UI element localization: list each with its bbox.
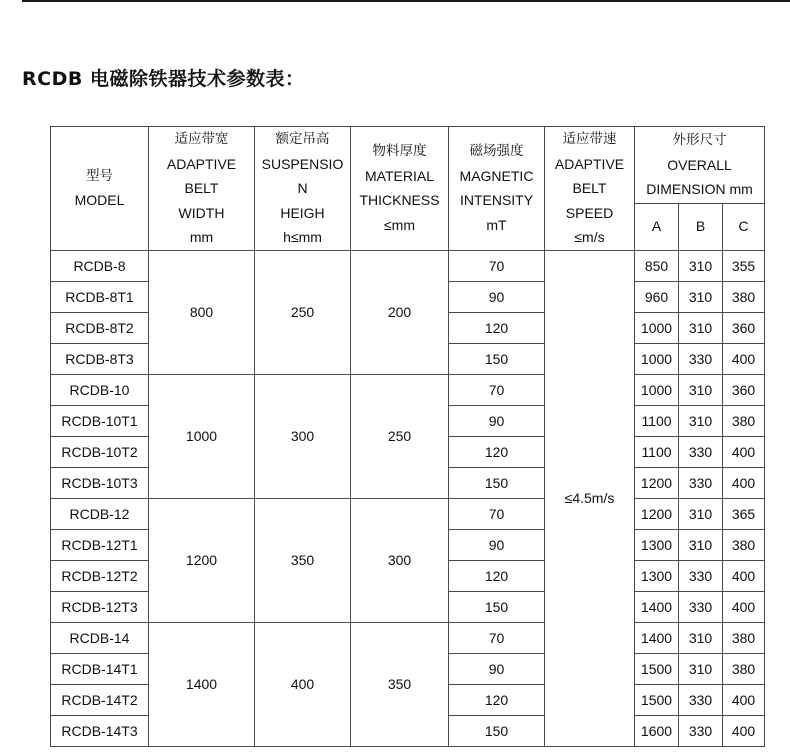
header-suspension-en: HEIGH [280,204,325,221]
dim-b-cell: 330 [679,560,723,591]
intensity-cell: 120 [449,436,545,467]
dim-a-cell: 1500 [635,653,679,684]
belt-width-cell: 1200 [149,498,255,622]
header-speed-unit: ≤m/s [574,229,605,245]
intensity-cell: 70 [449,374,545,405]
intensity-cell: 120 [449,560,545,591]
header-suspension-en: SUSPENSIO [261,155,344,172]
table-row [51,250,765,281]
header-dimension-en: DIMENSION mm [646,181,753,197]
dim-b-cell: 330 [679,684,723,715]
dim-a-cell: 850 [635,250,679,281]
header-intensity-cn: 磁场强度 [469,143,524,160]
table-row [51,374,765,405]
dim-b-cell: 310 [679,653,723,684]
dim-c-cell: 400 [723,684,765,715]
intensity-cell: 90 [449,405,545,436]
thickness-cell: 300 [351,498,449,622]
model-cell: RCDB-10T1 [51,405,149,436]
header-dimension-cn: 外形尺寸 [672,132,727,148]
belt-width-cell: 1400 [149,622,255,746]
dim-c-cell: 380 [723,405,765,436]
intensity-cell: 70 [449,622,545,653]
header-belt-width [149,127,255,251]
dim-c-cell: 400 [723,591,765,622]
dim-b-cell: 310 [679,529,723,560]
header-speed-cn: 适应带速 [562,131,617,147]
dim-a-cell: 1400 [635,591,679,622]
intensity-cell: 90 [449,281,545,312]
dim-c-cell: 365 [723,498,765,529]
model-cell: RCDB-12 [51,498,149,529]
dim-b-cell: 330 [679,436,723,467]
header-thickness [351,127,449,251]
intensity-cell: 150 [449,467,545,498]
header-belt-width-en: WIDTH [178,204,225,221]
header-model [51,127,149,251]
header-thickness-cn: 物料厚度 [372,143,427,160]
intensity-cell: 150 [449,343,545,374]
model-cell: RCDB-14T2 [51,684,149,715]
dim-b-cell: 330 [679,715,723,746]
thickness-cell: 250 [351,374,449,498]
thickness-cell: 200 [351,250,449,374]
intensity-cell: 90 [449,653,545,684]
header-thickness-en: MATERIAL [365,167,434,184]
header-belt-width-en: BELT [184,180,219,196]
header-thickness-unit: ≤mm [383,216,415,233]
model-cell: RCDB-10T3 [51,467,149,498]
spec-table [50,126,765,747]
header-intensity [449,127,545,251]
model-cell: RCDB-8T3 [51,343,149,374]
dim-a-cell: 1100 [635,405,679,436]
header-speed-en: ADAPTIVE [554,155,625,172]
intensity-cell: 120 [449,684,545,715]
header-row [51,127,765,204]
dim-a-cell: 1000 [635,343,679,374]
dim-c-cell: 360 [723,374,765,405]
suspension-cell: 250 [255,250,351,374]
header-intensity-unit: mT [486,216,507,233]
header-suspension-unit: h≤mm [283,229,322,245]
header-suspension-cn: 额定吊高 [275,131,330,147]
dim-a-cell: 1300 [635,560,679,591]
dim-c-cell: 400 [723,343,765,374]
model-cell: RCDB-14T1 [51,653,149,684]
header-belt-width-unit: mm [189,229,214,245]
model-cell: RCDB-10T2 [51,436,149,467]
header-speed-en: SPEED [565,204,614,221]
dim-c-cell: 380 [723,529,765,560]
model-cell: RCDB-8T1 [51,281,149,312]
dim-c-cell: 355 [723,250,765,281]
intensity-cell: 120 [449,312,545,343]
intensity-cell: 70 [449,250,545,281]
suspension-cell: 400 [255,622,351,746]
dim-c-cell: 400 [723,467,765,498]
table-row [51,498,765,529]
belt-width-cell: 1000 [149,374,255,498]
dim-c-cell: 360 [723,312,765,343]
model-cell: RCDB-10 [51,374,149,405]
page-title: RCDB 电磁除铁器技术参数表： [22,68,305,90]
model-cell: RCDB-12T2 [51,560,149,591]
header-speed [545,127,635,251]
header-belt-width-en: ADAPTIVE [166,155,237,172]
dim-b-cell: 310 [679,281,723,312]
belt-width-cell: 800 [149,250,255,374]
spec-table-body [51,250,765,746]
dim-c-cell: 400 [723,560,765,591]
dim-b-cell: 310 [679,250,723,281]
dim-b-cell: 310 [679,312,723,343]
header-model-cn: 型号 [86,167,113,184]
dim-c-cell: 400 [723,436,765,467]
dim-b-cell: 310 [679,622,723,653]
model-cell: RCDB-12T3 [51,591,149,622]
header-intensity-en: INTENSITY [459,192,534,209]
thickness-cell: 350 [351,622,449,746]
top-rule [22,0,790,2]
dim-a-cell: 1200 [635,498,679,529]
header-dim-b: B [679,203,723,250]
intensity-cell: 150 [449,591,545,622]
dim-b-cell: 330 [679,343,723,374]
dim-b-cell: 310 [679,498,723,529]
suspension-cell: 350 [255,498,351,622]
header-dim-c: C [723,203,765,250]
header-intensity-en: MAGNETIC [459,167,534,184]
dim-a-cell: 1400 [635,622,679,653]
header-dimension-en: OVERALL [667,156,732,173]
dim-a-cell: 1300 [635,529,679,560]
dim-b-cell: 330 [679,467,723,498]
dim-b-cell: 330 [679,591,723,622]
model-cell: RCDB-8T2 [51,312,149,343]
header-speed-en: BELT [572,180,607,196]
dim-a-cell: 1600 [635,715,679,746]
header-thickness-en: THICKNESS [359,192,440,209]
model-cell: RCDB-12T1 [51,529,149,560]
dim-a-cell: 1000 [635,374,679,405]
intensity-cell: 150 [449,715,545,746]
intensity-cell: 70 [449,498,545,529]
header-dim-a: A [635,203,679,250]
dim-a-cell: 1100 [635,436,679,467]
model-cell: RCDB-14 [51,622,149,653]
header-suspension-en: N [297,180,308,196]
dim-a-cell: 1500 [635,684,679,715]
dim-c-cell: 380 [723,622,765,653]
dim-a-cell: 1200 [635,467,679,498]
table-row [51,622,765,653]
header-model-en: MODEL [74,192,125,209]
dim-a-cell: 960 [635,281,679,312]
dim-a-cell: 1000 [635,312,679,343]
dim-b-cell: 310 [679,374,723,405]
model-cell: RCDB-14T3 [51,715,149,746]
header-suspension [255,127,351,251]
model-cell: RCDB-8 [51,250,149,281]
suspension-cell: 300 [255,374,351,498]
dim-c-cell: 380 [723,281,765,312]
header-dimension [635,127,765,204]
dim-c-cell: 400 [723,715,765,746]
dim-b-cell: 310 [679,405,723,436]
header-belt-width-cn: 适应带宽 [174,131,229,147]
intensity-cell: 90 [449,529,545,560]
speed-cell: ≤4.5m/s [545,250,635,746]
dim-c-cell: 380 [723,653,765,684]
